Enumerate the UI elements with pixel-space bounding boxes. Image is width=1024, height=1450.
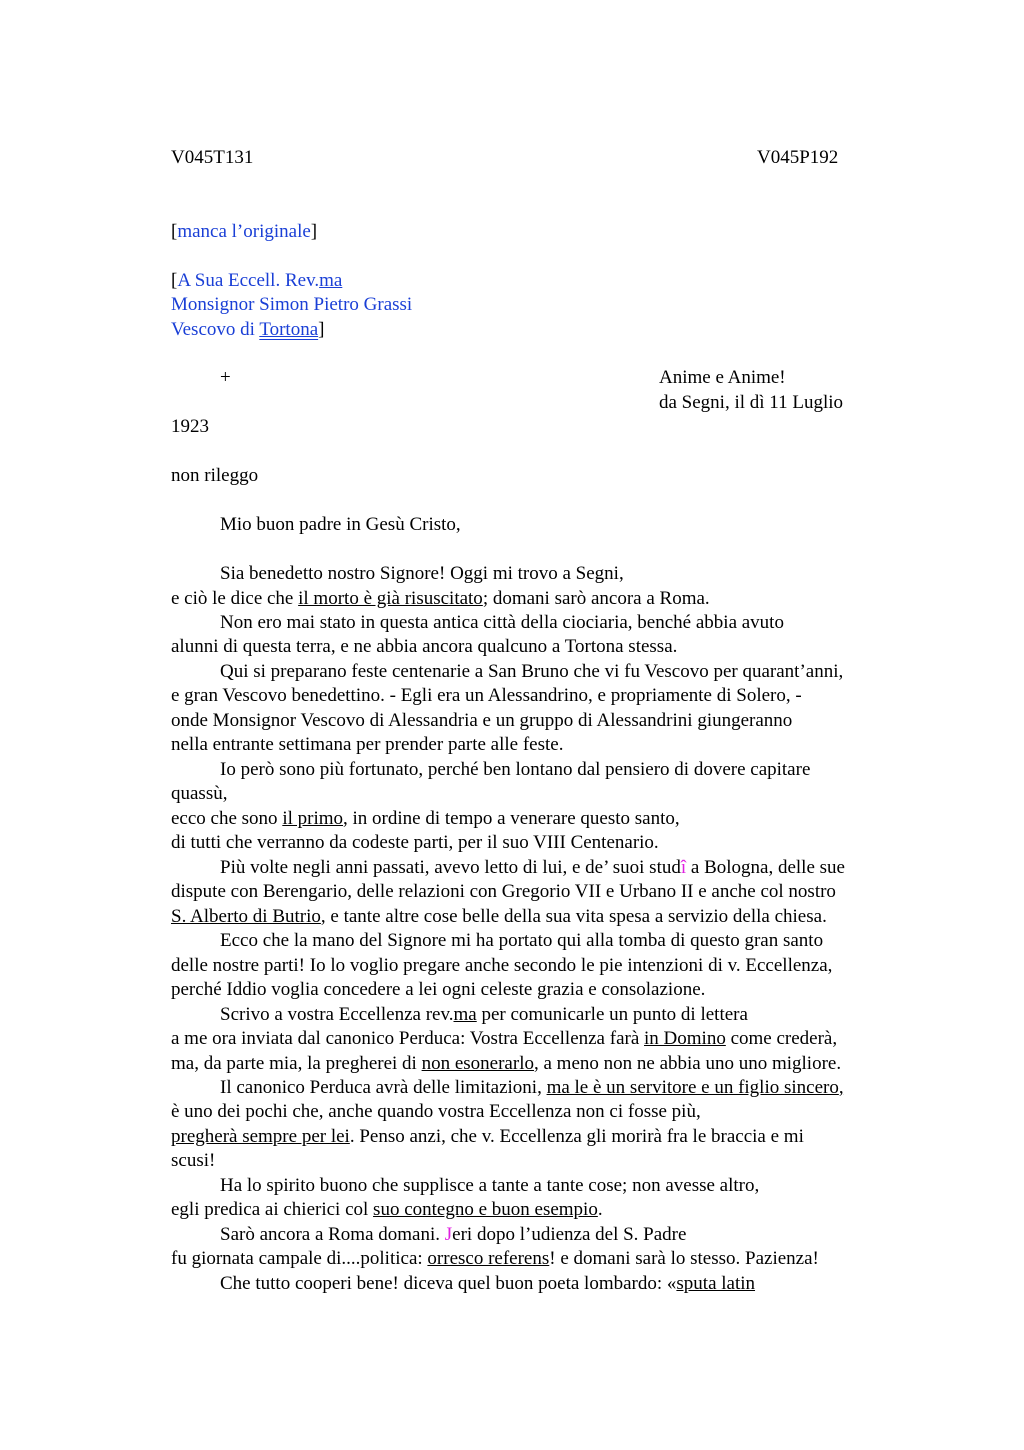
body-line: pregherà sempre per lei. Penso anzi, che v. Eccellenza gli morirà fra le braccia e mi <box>171 1126 804 1147</box>
body-line: alunni di questa terra, e ne abbia ancora qualcuno a Tortona stessa. <box>171 636 678 657</box>
body-line: Scrivo a vostra Eccellenza rev.ma per comunicarle un punto di lettera <box>220 1004 748 1025</box>
body-line: e gran Vescovo benedettino. - Egli era un Alessandrino, e propriamente di Solero, - <box>171 685 802 706</box>
body-line: Ha lo spirito buono che supplisce a tante a tante cose; non avesse altro, <box>220 1175 760 1196</box>
body-line: scusi! <box>171 1150 216 1171</box>
body-line: Il canonico Perduca avrà delle limitazioni, ma le è un servitore e un figlio sincero, <box>220 1077 844 1098</box>
body-line: Sarò ancora a Roma domani. Jeri dopo l’udienza del S. Padre <box>220 1224 687 1245</box>
body-line: Non ero mai stato in questa antica città della ciociaria, benché abbia avuto <box>220 612 784 633</box>
body-line: egli predica ai chierici col suo contegno e buon esempio. <box>171 1199 603 1220</box>
body-line: delle nostre parti! Io lo voglio pregare anche secondo le pie intenzioni di v. Eccellenza, <box>171 955 833 976</box>
body-line: onde Monsignor Vescovo di Alessandria e un gruppo di Alessandrini giungeranno <box>171 710 793 731</box>
document-code-left: V045T131 <box>171 147 254 168</box>
body-line: Più volte negli anni passati, avevo letto di lui, e de’ suoi studî a Bologna, delle sue <box>220 857 845 878</box>
greeting: Mio buon padre in Gesù Cristo, <box>220 514 461 535</box>
place-date: da Segni, il dì 11 Luglio <box>659 392 844 413</box>
body-line: Qui si preparano feste centenarie a San Bruno che vi fu Vescovo per quarant’anni, <box>220 661 844 682</box>
address-line-1: [A Sua Eccell. Rev.ma <box>171 270 343 291</box>
body-line: nella entrante settimana per prender parte alle feste. <box>171 734 564 755</box>
cross-symbol: + <box>220 367 231 388</box>
remark: non rileggo <box>171 465 259 486</box>
document-code-right: V045P192 <box>757 147 839 168</box>
body-line: Io però sono più fortunato, perché ben lontano dal pensiero di dovere capitare <box>220 759 811 780</box>
body-line: e ciò le dice che il morto è già risuscitato; domani sarò ancora a Roma. <box>171 588 710 609</box>
body-line: ma, da parte mia, la pregherei di non esonerarlo, a meno non ne abbia uno uno migliore. <box>171 1053 842 1074</box>
motto: Anime e Anime! <box>659 367 786 388</box>
body-line: S. Alberto di Butrio, e tante altre cose belle della sua vita spesa a servizio della chiesa. <box>171 906 827 927</box>
body-line: fu giornata campale di....politica: orresco referens! e domani sarà lo stesso. Pazienza! <box>171 1248 819 1269</box>
body-line: Sia benedetto nostro Signore! Oggi mi trovo a Segni, <box>220 563 624 584</box>
body-line: quassù, <box>171 783 228 804</box>
year: 1923 <box>171 416 209 437</box>
body-line: è uno dei pochi che, anche quando vostra Eccellenza non ci fosse più, <box>171 1101 701 1122</box>
body-line: perché Iddio voglia concedere a lei ogni celeste grazia e consolazione. <box>171 979 706 1000</box>
body-line: Che tutto cooperi bene! diceva quel buon poeta lombardo: «sputa latin <box>220 1273 756 1294</box>
body-line: ecco che sono il primo, in ordine di tempo a venerare questo santo, <box>171 808 680 829</box>
body-line: Ecco che la mano del Signore mi ha portato qui alla tomba di questo gran santo <box>220 930 824 951</box>
body-line: a me ora inviata dal canonico Perduca: Vostra Eccellenza farà in Domino come crederà, <box>171 1028 838 1049</box>
editorial-note: [manca l’originale] <box>171 221 318 242</box>
body-line: dispute con Berengario, delle relazioni con Gregorio VII e Urbano II e anche col nostro <box>171 881 836 902</box>
body-line: di tutti che verranno da codeste parti, per il suo VIII Centenario. <box>171 832 659 853</box>
address-line-2: Monsignor Simon Pietro Grassi <box>171 294 413 315</box>
address-line-3: Vescovo di Tortona] <box>171 319 325 340</box>
